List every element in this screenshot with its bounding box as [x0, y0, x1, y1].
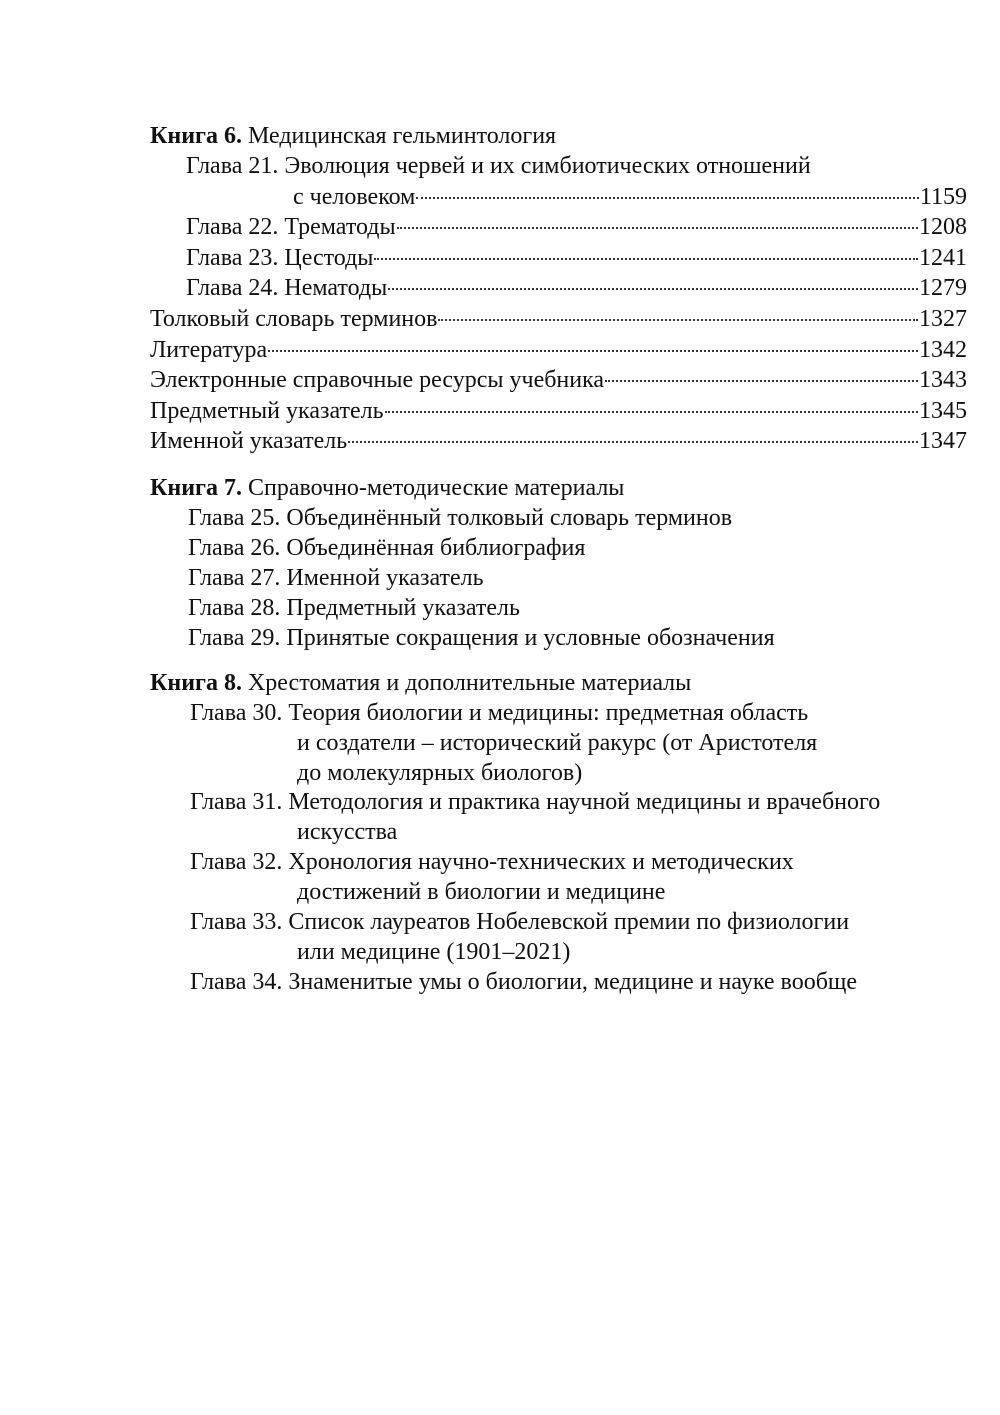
- ch23-page: 1241: [919, 245, 967, 271]
- literature-page: 1342: [919, 337, 967, 363]
- book8-heading: [150, 668, 691, 698]
- ch21-title-line1: Эволюция червей и их симбиотических отношений: [284, 153, 811, 179]
- dot-leader: [397, 227, 918, 229]
- ch27-title: Именной указатель: [286, 565, 484, 591]
- ch29-label: Глава 29.: [188, 625, 281, 651]
- dot-leader: [348, 441, 918, 443]
- resources-page: 1343: [919, 367, 967, 393]
- book6-title: Медицинская гельминтология: [247, 123, 557, 149]
- ch21-label: Глава 21.: [186, 153, 279, 179]
- toc-subject-index: [150, 396, 967, 426]
- ch26-title: Объединённая библиография: [286, 535, 586, 561]
- dot-leader: [388, 288, 918, 290]
- ch24-label: Глава 24.: [186, 275, 279, 301]
- toc-literature: [150, 335, 967, 365]
- subject-index-page: 1345: [919, 398, 967, 424]
- toc-ch22: [186, 212, 967, 242]
- dot-leader: [374, 258, 918, 260]
- toc-ch23: [186, 243, 967, 273]
- toc-glossary: [150, 304, 967, 334]
- toc-ch34: [190, 967, 857, 997]
- ch28-title: Предметный указатель: [286, 595, 520, 621]
- glossary-page: 1327: [919, 306, 967, 332]
- toc-resources: [150, 365, 967, 395]
- toc-ch33-line1: [190, 907, 849, 937]
- toc-ch21-line2: [293, 182, 967, 212]
- ch22-page: 1208: [919, 214, 967, 240]
- ch34-title: Знаменитые умы о биологии, медицине и науке вообще: [288, 969, 858, 995]
- ch26-label: Глава 26.: [188, 535, 281, 561]
- ch30-label: Глава 30.: [190, 700, 283, 726]
- resources-title: Электронные справочные ресурсы учебника: [150, 367, 605, 393]
- toc-ch32-line1: [190, 847, 794, 877]
- toc-ch25: [188, 503, 732, 533]
- ch25-label: Глава 25.: [188, 505, 281, 531]
- glossary-title: Толковый словарь терминов: [150, 306, 438, 332]
- literature-title: Литература: [150, 337, 268, 363]
- ch22-title: Трематоды: [284, 214, 396, 240]
- toc-ch21-line1: [186, 151, 811, 181]
- book7-title: Справочно-методические материалы: [247, 475, 625, 501]
- dot-leader: [385, 411, 918, 413]
- ch30-title-line3: до молекулярных биологов): [297, 760, 583, 786]
- ch25-title: Объединённый толковый словарь терминов: [286, 505, 733, 531]
- ch32-label: Глава 32.: [190, 849, 283, 875]
- dot-leader: [416, 197, 919, 199]
- ch21-page: 1159: [919, 184, 967, 210]
- dot-leader: [438, 319, 918, 321]
- ch30-title-line1: Теория биологии и медицины: предметная область: [288, 700, 809, 726]
- ch30-title-line2: и создатели – исторический ракурс (от Аристотеля: [297, 730, 818, 756]
- toc-ch31-line1: [190, 787, 880, 817]
- ch28-label: Глава 28.: [188, 595, 281, 621]
- ch33-title-line1: Список лауреатов Нобелевской премии по физиологии: [288, 909, 850, 935]
- name-index-title: Именной указатель: [150, 428, 348, 454]
- ch32-title-line1: Хронология научно-технических и методических: [288, 849, 794, 875]
- book6-label: Книга 6.: [150, 123, 242, 149]
- book7-heading: [150, 473, 624, 503]
- ch31-title-line1: Методология и практика научной медицины и врачебного: [288, 789, 881, 815]
- ch24-title: Нематоды: [284, 275, 388, 301]
- ch23-title: Цестоды: [284, 245, 374, 271]
- ch33-label: Глава 33.: [190, 909, 283, 935]
- toc-ch30-line1: [190, 698, 808, 728]
- book7-label: Книга 7.: [150, 475, 242, 501]
- ch21-title-line2: с человеком: [293, 184, 416, 210]
- book8-label: Книга 8.: [150, 670, 242, 696]
- book6-heading: [150, 121, 556, 151]
- toc-ch26: [188, 533, 585, 563]
- ch23-label: Глава 23.: [186, 245, 279, 271]
- subject-index-title: Предметный указатель: [150, 398, 384, 424]
- book8-title: Хрестоматия и дополнительные материалы: [247, 670, 692, 696]
- toc-name-index: [150, 426, 967, 456]
- dot-leader: [605, 380, 918, 382]
- ch34-label: Глава 34.: [190, 969, 283, 995]
- ch27-label: Глава 27.: [188, 565, 281, 591]
- toc-ch28: [188, 593, 520, 623]
- ch22-label: Глава 22.: [186, 214, 279, 240]
- ch33-title-line2: или медицине (1901–2021): [297, 939, 571, 965]
- ch31-title-line2: искусства: [297, 819, 398, 845]
- dot-leader: [268, 350, 918, 352]
- ch31-label: Глава 31.: [190, 789, 283, 815]
- toc-ch24: [186, 273, 967, 303]
- name-index-page: 1347: [919, 428, 967, 454]
- ch29-title: Принятые сокращения и условные обозначения: [286, 625, 775, 651]
- ch24-page: 1279: [919, 275, 967, 301]
- ch32-title-line2: достижений в биологии и медицине: [297, 879, 666, 905]
- toc-ch29: [188, 623, 775, 653]
- toc-ch27: [188, 563, 484, 593]
